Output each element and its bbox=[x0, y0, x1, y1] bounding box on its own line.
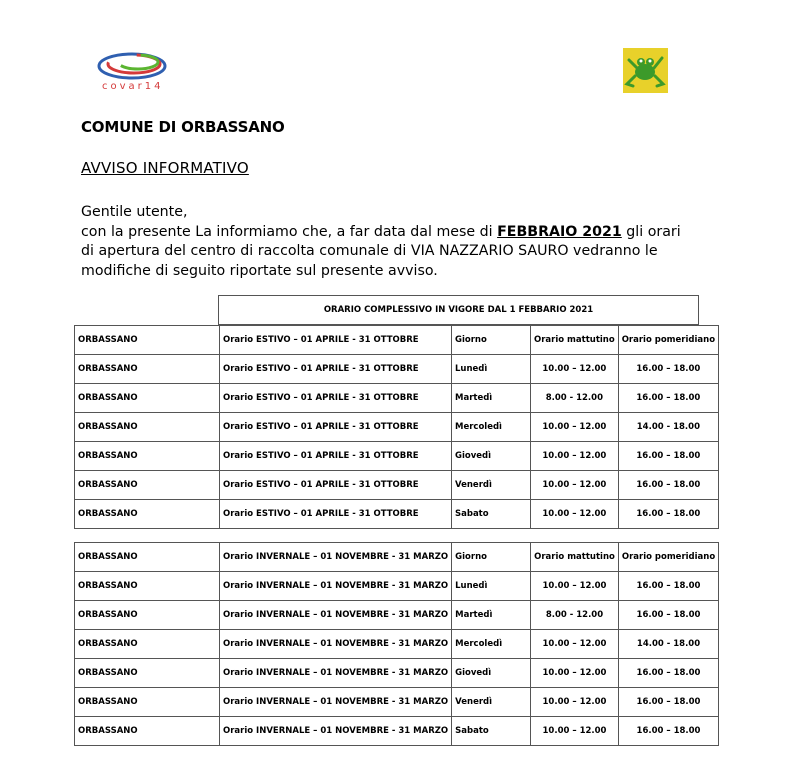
table-cell: Orario pomeridiano bbox=[618, 543, 718, 572]
table-cell: Orario ESTIVO – 01 APRILE - 31 OTTOBRE bbox=[220, 384, 452, 413]
table-cell: 14.00 - 18.00 bbox=[618, 413, 718, 442]
table-cell: Orario ESTIVO – 01 APRILE - 31 OTTOBRE bbox=[220, 326, 452, 355]
table-cell: Lunedì bbox=[452, 572, 531, 601]
table-cell: Martedì bbox=[452, 601, 531, 630]
table-cell: ORBASSANO bbox=[75, 601, 220, 630]
table-cell: 16.00 – 18.00 bbox=[618, 384, 718, 413]
body-line-1 bbox=[81, 223, 721, 243]
table-cell: Orario pomeridiano bbox=[618, 326, 718, 355]
frog-icon bbox=[623, 48, 668, 93]
table-row bbox=[75, 384, 719, 413]
table-cell: Orario mattutino bbox=[531, 326, 619, 355]
table-cell: ORBASSANO bbox=[75, 572, 220, 601]
table-cell: Sabato bbox=[452, 717, 531, 746]
table-cell: 16.00 – 18.00 bbox=[618, 688, 718, 717]
table-row bbox=[75, 717, 719, 746]
table-cell: Orario INVERNALE – 01 NOVEMBRE - 31 MARZO bbox=[220, 717, 452, 746]
table-row bbox=[75, 630, 719, 659]
table-cell: ORBASSANO bbox=[75, 543, 220, 572]
table-row bbox=[75, 471, 719, 500]
frog-logo bbox=[623, 48, 668, 93]
table-cell: 10.00 – 12.00 bbox=[531, 500, 619, 529]
page-subtitle: AVVISO INFORMATIVO bbox=[81, 159, 249, 177]
table-cell: 14.00 - 18.00 bbox=[618, 630, 718, 659]
table-header-row bbox=[75, 543, 719, 572]
table-row bbox=[75, 355, 719, 384]
table-cell: 16.00 – 18.00 bbox=[618, 572, 718, 601]
body-line-1-end: gli orari bbox=[621, 223, 681, 240]
table-cell: Orario INVERNALE – 01 NOVEMBRE - 31 MARZO bbox=[220, 659, 452, 688]
covar14-brand-text: covar14 bbox=[102, 81, 164, 92]
table-row bbox=[75, 572, 719, 601]
table-header-row bbox=[75, 326, 719, 355]
table-cell: 10.00 – 12.00 bbox=[531, 355, 619, 384]
table-cell: Lunedì bbox=[452, 355, 531, 384]
table-cell: Giorno bbox=[452, 543, 531, 572]
page-title: COMUNE DI ORBASSANO bbox=[81, 118, 285, 136]
table-cell: 8.00 - 12.00 bbox=[531, 384, 619, 413]
table-row bbox=[75, 413, 719, 442]
greeting: Gentile utente, bbox=[81, 204, 188, 220]
table-cell: Orario INVERNALE – 01 NOVEMBRE - 31 MARZO bbox=[220, 543, 452, 572]
table-cell: Orario mattutino bbox=[531, 543, 619, 572]
table-cell: Giovedì bbox=[452, 442, 531, 471]
table-cell: 10.00 – 12.00 bbox=[531, 688, 619, 717]
table-cell: 10.00 – 12.00 bbox=[531, 572, 619, 601]
table-cell: ORBASSANO bbox=[75, 688, 220, 717]
table-cell: ORBASSANO bbox=[75, 500, 220, 529]
table-cell: 10.00 – 12.00 bbox=[531, 413, 619, 442]
body-line-1-text: con la presente La informiamo che, a far data dal mese di bbox=[81, 223, 498, 240]
table-cell: 10.00 – 12.00 bbox=[531, 717, 619, 746]
table-cell: Orario ESTIVO – 01 APRILE - 31 OTTOBRE bbox=[220, 471, 452, 500]
table-cell: ORBASSANO bbox=[75, 355, 220, 384]
body-line-2: di apertura del centro di raccolta comunale di VIA NAZZARIO SAURO vedranno le bbox=[81, 243, 658, 259]
table-cell: ORBASSANO bbox=[75, 413, 220, 442]
notice-body bbox=[81, 203, 721, 281]
table-cell: Orario ESTIVO – 01 APRILE - 31 OTTOBRE bbox=[220, 442, 452, 471]
table-cell: Orario ESTIVO – 01 APRILE - 31 OTTOBRE bbox=[220, 413, 452, 442]
schedule-header-table bbox=[218, 295, 699, 325]
table-cell: 10.00 – 12.00 bbox=[531, 659, 619, 688]
table-cell: 16.00 – 18.00 bbox=[618, 659, 718, 688]
date-highlight: FEBBRAIO 2021 bbox=[497, 223, 622, 240]
table-cell: ORBASSANO bbox=[75, 471, 220, 500]
table-cell: Venerdì bbox=[452, 688, 531, 717]
table-row bbox=[75, 500, 719, 529]
table-cell: Orario INVERNALE – 01 NOVEMBRE - 31 MARZO bbox=[220, 572, 452, 601]
covar14-swirl-icon bbox=[96, 48, 176, 82]
table-cell: Mercoledì bbox=[452, 630, 531, 659]
table-cell: Orario INVERNALE – 01 NOVEMBRE - 31 MARZO bbox=[220, 601, 452, 630]
table-cell: 16.00 – 18.00 bbox=[618, 442, 718, 471]
table-cell: Mercoledì bbox=[452, 413, 531, 442]
table-cell: Sabato bbox=[452, 500, 531, 529]
table-cell: ORBASSANO bbox=[75, 442, 220, 471]
summer-schedule-table bbox=[74, 325, 719, 529]
schedule-header: ORARIO COMPLESSIVO IN VIGORE DAL 1 FEBBARIO 2021 bbox=[219, 296, 699, 325]
table-cell: Orario INVERNALE – 01 NOVEMBRE - 31 MARZO bbox=[220, 688, 452, 717]
table-cell: Orario ESTIVO – 01 APRILE - 31 OTTOBRE bbox=[220, 355, 452, 384]
table-cell: 10.00 – 12.00 bbox=[531, 471, 619, 500]
table-cell: 16.00 – 18.00 bbox=[618, 355, 718, 384]
table-cell: Venerdì bbox=[452, 471, 531, 500]
table-row bbox=[75, 659, 719, 688]
table-cell: 16.00 – 18.00 bbox=[618, 471, 718, 500]
table-cell: ORBASSANO bbox=[75, 384, 220, 413]
table-cell: Giorno bbox=[452, 326, 531, 355]
table-cell: 10.00 – 12.00 bbox=[531, 630, 619, 659]
table-cell: 16.00 – 18.00 bbox=[618, 601, 718, 630]
table-cell: 16.00 – 18.00 bbox=[618, 500, 718, 529]
table-cell: 8.00 - 12.00 bbox=[531, 601, 619, 630]
table-cell: ORBASSANO bbox=[75, 630, 220, 659]
table-cell: ORBASSANO bbox=[75, 717, 220, 746]
table-cell: 10.00 – 12.00 bbox=[531, 442, 619, 471]
body-line-3: modifiche di seguito riportate sul presente avviso. bbox=[81, 262, 438, 279]
covar14-logo bbox=[96, 48, 176, 96]
table-row bbox=[75, 601, 719, 630]
table-cell: Orario INVERNALE – 01 NOVEMBRE - 31 MARZO bbox=[220, 630, 452, 659]
table-cell: Giovedì bbox=[452, 659, 531, 688]
table-cell: Martedì bbox=[452, 384, 531, 413]
table-row bbox=[75, 442, 719, 471]
winter-schedule-table bbox=[74, 542, 719, 746]
table-cell: Orario ESTIVO – 01 APRILE - 31 OTTOBRE bbox=[220, 500, 452, 529]
table-cell: ORBASSANO bbox=[75, 659, 220, 688]
table-row bbox=[75, 688, 719, 717]
table-cell: ORBASSANO bbox=[75, 326, 220, 355]
table-cell: 16.00 – 18.00 bbox=[618, 717, 718, 746]
